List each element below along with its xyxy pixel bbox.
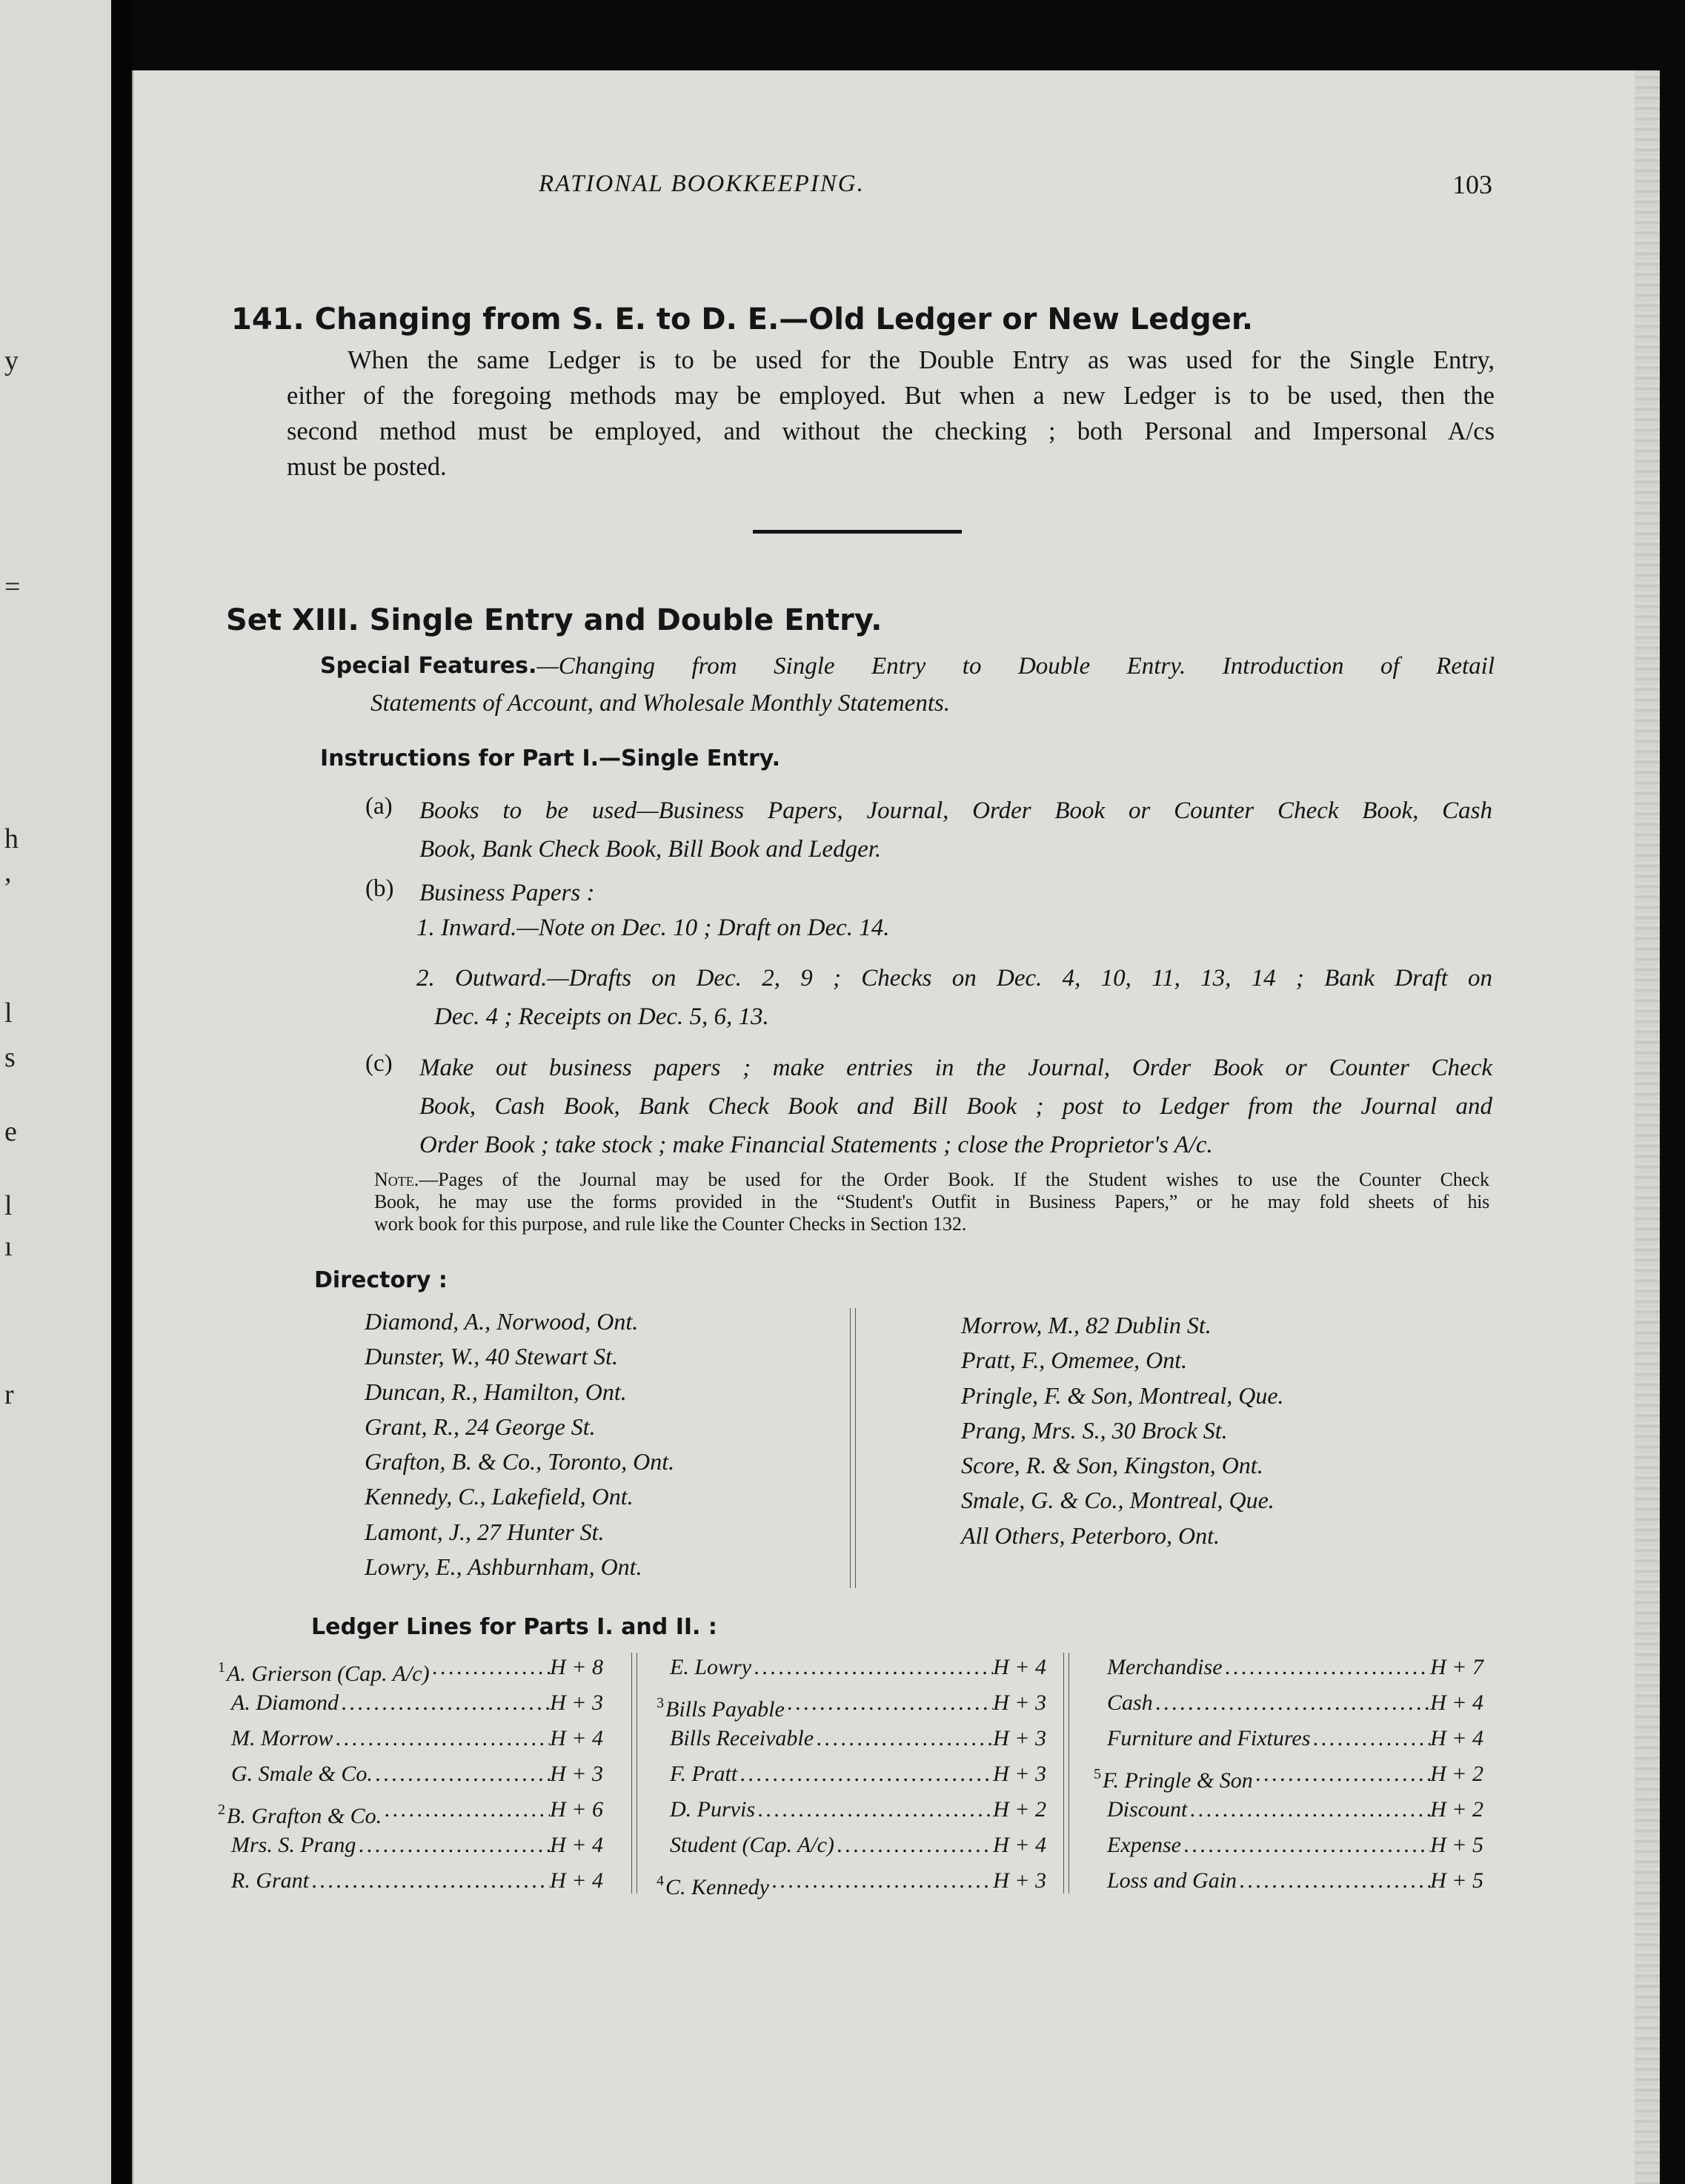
ledger-account: Mrs. S. Prang bbox=[231, 1833, 356, 1857]
directory-entry: Kennedy, C., Lakefield, Ont. bbox=[365, 1483, 634, 1510]
item-line: Book, Bank Check Book, Bill Book and Ledger. bbox=[419, 836, 882, 863]
directory-entry: Prang, Mrs. S., 30 Brock St. bbox=[961, 1416, 1228, 1444]
item-line: Book, Cash Book, Bank Check Book and Bill Book ; post to Ledger from the Journal and bbox=[419, 1093, 1492, 1120]
directory-left-list bbox=[365, 1304, 674, 1584]
ledger-account: Furniture and Fixtures bbox=[1107, 1726, 1311, 1750]
item-line: Dec. 4 ; Receipts on Dec. 5, 6, 13. bbox=[434, 1003, 769, 1030]
directory-entry: Pratt, F., Omemee, Ont. bbox=[961, 1347, 1188, 1374]
ledger-lines: H + 4 bbox=[993, 1833, 1046, 1857]
section-title: 141. Changing from S. E. to D. E.—Old Ledger or New Ledger. bbox=[231, 302, 1254, 336]
item-line: Books to be used—Business Papers, Journal, Order Book or Counter Check Book, Cash bbox=[419, 797, 1492, 824]
ledger-lines: H + 3 bbox=[993, 1762, 1046, 1786]
directory-entry: Grant, R., 24 George St. bbox=[365, 1413, 596, 1440]
ledger-row bbox=[657, 1721, 1046, 1756]
directory-entry: Smale, G. & Co., Montreal, Que. bbox=[961, 1487, 1274, 1514]
footnote-marker: 2 bbox=[218, 1802, 225, 1818]
ledger-row bbox=[218, 1792, 603, 1828]
instruction-item-b bbox=[419, 874, 1492, 912]
footnote-marker: 1 bbox=[218, 1659, 225, 1676]
special-features bbox=[320, 648, 1495, 722]
ledger-lines: H + 4 bbox=[993, 1655, 1046, 1679]
ledger-column-divider bbox=[1063, 1653, 1069, 1893]
footnote-marker: 4 bbox=[657, 1873, 664, 1889]
directory-column-divider bbox=[850, 1308, 856, 1588]
set-title: Set XIII. Single Entry and Double Entry. bbox=[226, 603, 883, 637]
ledger-lines: H + 4 bbox=[550, 1833, 603, 1857]
ledger-account: G. Smale & Co. bbox=[231, 1762, 373, 1786]
ledger-account: F. Pringle & Son bbox=[1103, 1768, 1253, 1793]
ledger-lines: H + 5 bbox=[1430, 1868, 1483, 1893]
ledger-account: R. Grant bbox=[231, 1868, 309, 1893]
left-fragment: h bbox=[4, 823, 19, 854]
directory-entry: Dunster, W., 40 Stewart St. bbox=[365, 1343, 618, 1370]
ledger-lines: H + 2 bbox=[1430, 1762, 1483, 1786]
note bbox=[374, 1169, 1489, 1235]
ledger-lines: H + 8 bbox=[550, 1655, 603, 1679]
directory-entry: Grafton, B. & Co., Toronto, Ont. bbox=[365, 1448, 675, 1476]
ledger-account: M. Morrow bbox=[231, 1726, 333, 1750]
ledger-row bbox=[657, 1792, 1046, 1828]
directory-entry: Duncan, R., Hamilton, Ont. bbox=[365, 1378, 627, 1405]
ledger-lines: H + 6 bbox=[550, 1797, 603, 1822]
directory-entry: Lamont, J., 27 Hunter St. bbox=[365, 1518, 605, 1545]
note-line bbox=[374, 1169, 1489, 1191]
ledger-row bbox=[657, 1650, 1046, 1685]
ledger-account: Discount bbox=[1107, 1797, 1188, 1822]
ledger-column-2 bbox=[657, 1650, 1046, 1899]
ledger-row bbox=[1094, 1721, 1483, 1756]
paragraph-line: second method must be employed, and without the checking ; both Personal and Impersonal A/cs bbox=[287, 417, 1495, 445]
left-fragment: r bbox=[4, 1379, 14, 1410]
ledger-row bbox=[657, 1828, 1046, 1863]
ledger-heading: Ledger Lines for Parts I. and II. : bbox=[311, 1614, 717, 1640]
note-text: Book, he may use the forms provided in the “Student's Outfit in Business Papers,” or he may fold sheets of his bbox=[374, 1191, 1489, 1212]
ledger-row bbox=[657, 1863, 1046, 1899]
item-mark-b: (b) bbox=[365, 875, 394, 902]
footnote-marker: 5 bbox=[1094, 1766, 1101, 1782]
ledger-row bbox=[218, 1685, 603, 1721]
page-number: 103 bbox=[1452, 170, 1492, 199]
ledger-account: Bills Receivable bbox=[670, 1726, 814, 1750]
item-mark-a: (a) bbox=[365, 793, 393, 820]
note-text: —Pages of the Journal may be used for the Order Book. If the Student wishes to use the Counter Check bbox=[419, 1169, 1489, 1190]
note-label: Note. bbox=[374, 1169, 419, 1190]
instruction-item-a bbox=[419, 791, 1492, 869]
left-fragment: s bbox=[4, 1042, 16, 1073]
left-fragment: = bbox=[4, 571, 21, 603]
ledger-account: Cash bbox=[1107, 1690, 1153, 1715]
ledger-row bbox=[218, 1721, 603, 1756]
ledger-row bbox=[218, 1650, 603, 1685]
left-fragment: l bbox=[4, 998, 13, 1029]
ledger-lines: H + 3 bbox=[993, 1868, 1046, 1893]
ledger-account: D. Purvis bbox=[670, 1797, 755, 1822]
left-fragment: e bbox=[4, 1116, 17, 1147]
ledger-row bbox=[1094, 1863, 1483, 1899]
directory-entry: Morrow, M., 82 Dublin St. bbox=[961, 1312, 1212, 1338]
directory-right-list bbox=[961, 1308, 1284, 1553]
ledger-account: A. Grierson (Cap. A/c) bbox=[227, 1662, 430, 1686]
ledger-lines: H + 4 bbox=[1430, 1690, 1483, 1715]
directory-entry: All Others, Peterboro, Ont. bbox=[961, 1521, 1220, 1549]
ledger-lines: H + 4 bbox=[550, 1726, 603, 1750]
ledger-row bbox=[1094, 1685, 1483, 1721]
special-features-text: Statements of Account, and Wholesale Monthly Statements. bbox=[370, 690, 951, 717]
ledger-row bbox=[657, 1756, 1046, 1792]
ledger-column-1 bbox=[218, 1650, 603, 1899]
directory-entry: Score, R. & Son, Kingston, Ont. bbox=[961, 1452, 1263, 1479]
instructions-heading: Instructions for Part I.—Single Entry. bbox=[320, 746, 780, 771]
instruction-item-inward bbox=[416, 909, 1492, 947]
paragraph-line: When the same Ledger is to be used for the Double Entry as was used for the Single Entry, bbox=[348, 346, 1495, 374]
item-line: 1. Inward.—Note on Dec. 10 ; Draft on Dec. 14. bbox=[416, 915, 890, 941]
previous-page-edge bbox=[0, 0, 111, 2184]
ledger-lines: H + 2 bbox=[993, 1797, 1046, 1822]
ledger-account: Student (Cap. A/c) bbox=[670, 1833, 834, 1857]
ledger-row bbox=[218, 1828, 603, 1863]
ledger-lines: H + 3 bbox=[993, 1726, 1046, 1750]
section-paragraph bbox=[287, 342, 1495, 485]
ledger-column-3 bbox=[1094, 1650, 1483, 1899]
item-line: Business Papers : bbox=[419, 880, 595, 906]
item-line: Make out business papers ; make entries in the Journal, Order Book or Counter Check bbox=[419, 1055, 1492, 1081]
section-divider-rule bbox=[753, 530, 962, 534]
instruction-item-c bbox=[419, 1049, 1492, 1164]
ledger-account: F. Pratt bbox=[670, 1762, 738, 1786]
directory-heading: Directory : bbox=[314, 1267, 448, 1293]
footnote-marker: 3 bbox=[657, 1695, 664, 1711]
ledger-row bbox=[218, 1756, 603, 1792]
directory-entry: Lowry, E., Ashburnham, Ont. bbox=[365, 1553, 642, 1581]
ledger-account: C. Kennedy bbox=[665, 1875, 769, 1899]
ledger-lines: H + 5 bbox=[1430, 1833, 1483, 1857]
ledger-account: Loss and Gain bbox=[1107, 1868, 1237, 1893]
running-title: RATIONAL BOOKKEEPING. bbox=[539, 170, 865, 197]
paragraph-line: must be posted. bbox=[287, 453, 447, 481]
ledger-lines: H + 3 bbox=[550, 1690, 603, 1715]
left-fragment: ı bbox=[4, 1231, 13, 1262]
item-mark-c: (c) bbox=[365, 1050, 393, 1077]
left-fragment: , bbox=[4, 857, 12, 888]
ledger-lines: H + 4 bbox=[550, 1868, 603, 1893]
ledger-account: Bills Payable bbox=[665, 1697, 785, 1722]
ledger-row bbox=[1094, 1650, 1483, 1685]
item-line: Order Book ; take stock ; make Financial Statements ; close the Proprietor's A/c. bbox=[419, 1132, 1213, 1158]
ledger-row bbox=[1094, 1756, 1483, 1792]
ledger-lines: H + 3 bbox=[993, 1690, 1046, 1715]
ledger-column-divider bbox=[631, 1653, 637, 1893]
ledger-account: E. Lowry bbox=[670, 1655, 752, 1679]
paragraph-line: either of the foregoing methods may be employed. But when a new Ledger is to be used, then the bbox=[287, 382, 1495, 410]
ledger-row bbox=[1094, 1828, 1483, 1863]
ledger-account: Expense bbox=[1107, 1833, 1181, 1857]
special-features-text: —Changing from Single Entry to Double Entry. Introduction of Retail bbox=[536, 653, 1495, 680]
special-features-line bbox=[320, 648, 1495, 685]
special-features-label: Special Features. bbox=[320, 653, 537, 679]
ledger-lines: H + 7 bbox=[1430, 1655, 1483, 1679]
left-fragment: y bbox=[4, 345, 19, 376]
book-gutter bbox=[111, 0, 132, 2184]
ledger-row bbox=[218, 1863, 603, 1899]
ledger-row bbox=[1094, 1792, 1483, 1828]
ledger-account: Merchandise bbox=[1107, 1655, 1223, 1679]
ledger-account: A. Diamond bbox=[231, 1690, 339, 1715]
ledger-lines: H + 2 bbox=[1430, 1797, 1483, 1822]
ledger-account: B. Grafton & Co. bbox=[227, 1804, 382, 1828]
ledger-row bbox=[657, 1685, 1046, 1721]
left-fragment: l bbox=[4, 1190, 13, 1221]
ledger-lines: H + 4 bbox=[1430, 1726, 1483, 1750]
directory-entry: Diamond, A., Norwood, Ont. bbox=[365, 1308, 639, 1335]
ledger-lines: H + 3 bbox=[550, 1762, 603, 1786]
directory-entry: Pringle, F. & Son, Montreal, Que. bbox=[961, 1381, 1284, 1409]
note-text: work book for this purpose, and rule like the Counter Checks in Section 132. bbox=[374, 1213, 967, 1235]
instruction-item-outward bbox=[416, 959, 1492, 1036]
item-line: 2. Outward.—Drafts on Dec. 2, 9 ; Checks on Dec. 4, 10, 11, 13, 14 ; Bank Draft on bbox=[416, 965, 1492, 992]
